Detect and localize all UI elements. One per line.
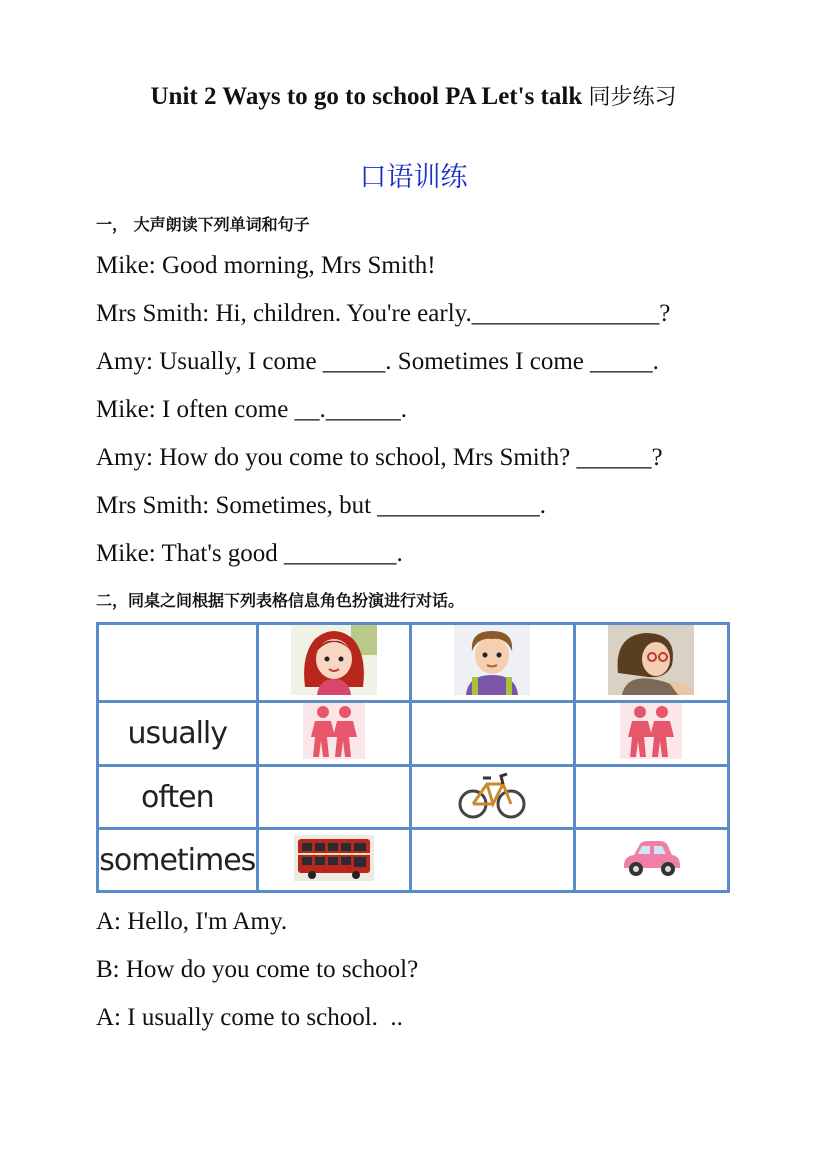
section2-heading: 二，同桌之间根据下列表格信息角色扮演进行对话。: [96, 591, 465, 610]
boy-brown-hair-icon: [454, 625, 530, 695]
table-header-row: [98, 624, 729, 702]
car-icon: [620, 838, 682, 878]
transport-table: [96, 622, 730, 893]
table-row: [98, 829, 729, 892]
table-row: [98, 766, 729, 829]
table-cell: [257, 624, 410, 702]
title-chinese: 同步练习: [588, 85, 677, 110]
dialogue-line: A: Hello, I'm Amy.: [96, 908, 288, 935]
dialogue-line: Mrs Smith: Sometimes, but _____________.: [96, 492, 547, 519]
walk-icon: [303, 703, 365, 759]
table-cell: [257, 766, 410, 829]
table-cell: [574, 766, 729, 829]
table-cell: [411, 624, 574, 702]
table-corner-cell: [98, 624, 258, 702]
table-cell: [257, 702, 410, 766]
page-subtitle: 口语训练: [359, 162, 468, 193]
dialogue-line: A: I usually come to school. ..: [96, 1004, 403, 1031]
dialogue-line: Mike: Good morning, Mrs Smith!: [96, 252, 436, 279]
dialogue-line: Mike: That's good _________.: [96, 540, 403, 567]
table-cell: [574, 624, 729, 702]
table-cell: [574, 829, 729, 892]
dialogue-line: Amy: How do you come to school, Mrs Smith? ______?: [96, 444, 663, 471]
title-english: Unit 2 Ways to go to school PA Let's talk: [150, 83, 589, 110]
table-cell: [411, 766, 574, 829]
dialogue-line: Mrs Smith: Hi, children. You're early._______________?: [96, 300, 671, 327]
woman-glasses-icon: [608, 625, 694, 695]
bike-icon: [457, 768, 527, 822]
girl-red-hair-icon: [291, 625, 377, 695]
row-label: often: [98, 766, 258, 829]
dialogue-line: Amy: Usually, I come _____. Sometimes I come _____.: [96, 348, 659, 375]
row-label: sometimes: [98, 829, 258, 892]
dialogue-line: Mike: I often come __.______.: [96, 396, 408, 423]
walk-icon: [620, 703, 682, 759]
table-cell: [257, 829, 410, 892]
page-title: [0, 80, 827, 111]
row-label: usually: [98, 702, 258, 766]
table-row: [98, 702, 729, 766]
table-cell: [411, 702, 574, 766]
section1-heading: 一， 大声朗读下列单词和句子: [96, 215, 310, 234]
dialogue-line: B: How do you come to school?: [96, 956, 419, 983]
table-cell: [574, 702, 729, 766]
table-cell: [411, 829, 574, 892]
bus-icon: [294, 835, 374, 881]
